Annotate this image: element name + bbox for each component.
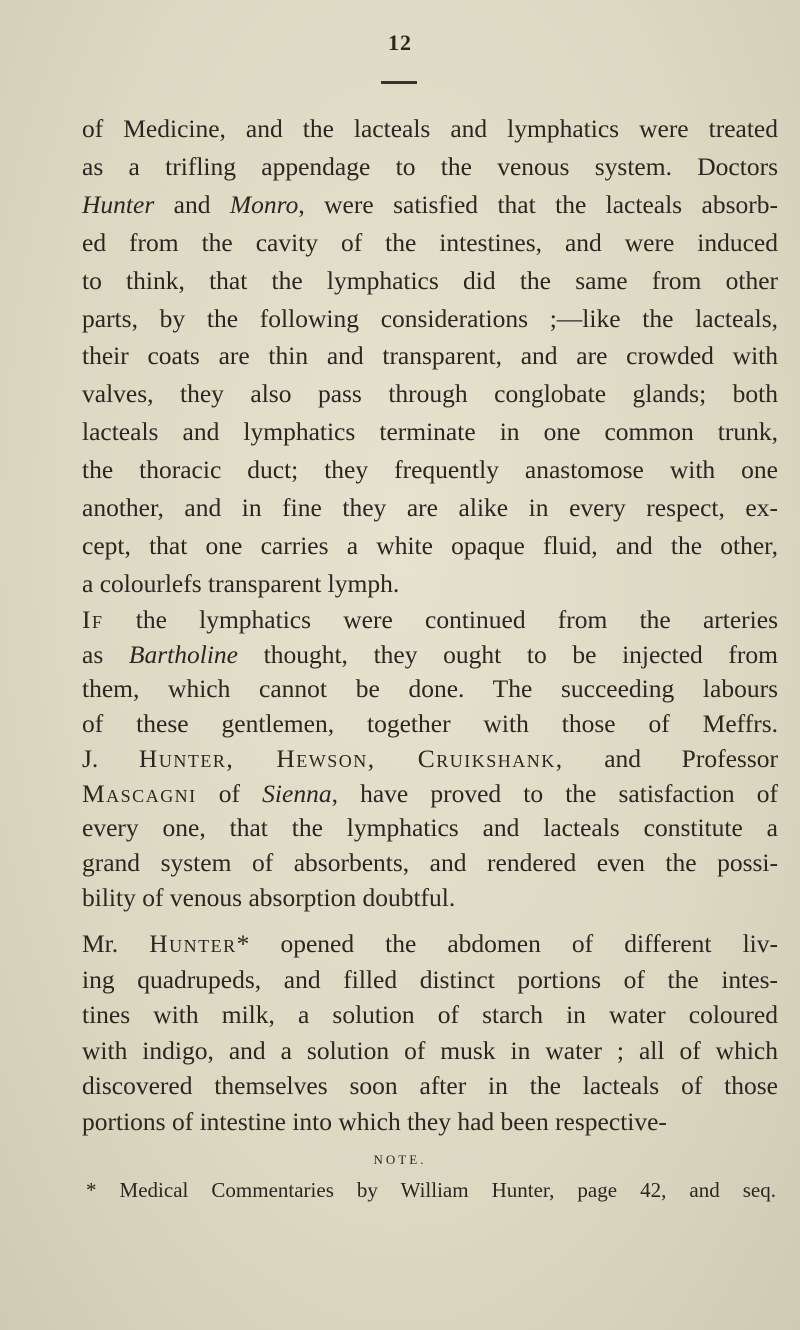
text-line [82,527,778,565]
text-segment: parts, by the following considerations ;—like the lacteals, [82,303,778,333]
small-caps-text: Hunter, Hewson, Cruikshank, [138,743,564,773]
text-segment: as [82,639,129,669]
italic-text: Hunter [82,189,155,219]
text-line [82,811,778,846]
text-segment: grand system of absorbents, and rendered even the possi- [82,847,778,877]
text-segment: Mr. [82,929,150,958]
small-caps-text: Hunter [149,929,237,958]
text-line [82,148,778,186]
text-line [82,110,778,148]
text-segment: and [154,189,230,219]
text-segment: valves, they also pass through conglobate glands; both [82,379,778,409]
text-segment: ed from the cavity of the intestines, and were induced [82,227,778,257]
text-line [82,1068,778,1104]
text-segment: tines with milk, a solution of starch in water coloured [82,1000,778,1030]
small-caps-text: Mascagni [82,778,197,808]
text-line [82,638,778,673]
text-line [82,997,778,1033]
text-segment: , have proved to the satisfaction of [331,778,778,808]
text-line [82,742,778,777]
text-segment: the thoracic duct; they frequently anastomose with one [82,455,778,485]
text-line [82,337,778,375]
text-line [82,926,778,962]
italic-text: Sienna [262,778,332,808]
text-line [82,962,778,998]
text-line [82,707,778,742]
italic-text: Bartholine [128,639,238,669]
text-segment: the lymphatics were continued from the arteries [103,605,778,634]
text-segment: as a trifling appendage to the venous system. Doctors [82,151,778,181]
text-line [82,489,778,527]
text-segment: a colourlefs transparent lymph. [82,568,400,598]
text-segment: of Medicine, and the lacteals and lymphatics were treated [82,114,778,143]
text-line [82,672,778,707]
text-segment: them, which cannot be done. The succeeding labours [82,674,778,704]
text-segment: discovered themselves soon after in the lacteals of those [82,1071,778,1101]
text-segment: ing quadrupeds, and filled distinct portions of the intes- [82,964,778,994]
note-heading: NOTE. [373,1152,427,1167]
text-line [82,300,778,338]
text-line [82,881,778,916]
text-line [82,375,778,413]
text-line [82,224,778,262]
text-line [82,1104,778,1140]
text-segment: , were satisfied that the lacteals absorb- [298,189,778,219]
text-line [82,262,778,300]
text-line [82,777,778,812]
text-line [82,846,778,881]
text-segment: portions of intestine into which they had been respective- [82,1106,667,1136]
text-line [82,603,778,638]
text-segment: another, and in fine they are alike in every respect, ex- [82,493,778,523]
paragraph-1 [82,110,778,603]
page-number: 12 [388,30,412,55]
text-line [82,413,778,451]
text-segment: of [196,778,263,808]
text-segment: lacteals and lymphatics terminate in one common trunk, [82,417,778,447]
text-segment: their coats are thin and transparent, and are crowded with [82,341,778,371]
text-line [82,565,778,603]
header-rule [381,81,417,84]
text-segment: with indigo, and a solution of musk in water ; all of which [82,1035,778,1065]
text-segment: and Professor [563,743,778,773]
text-segment: thought, they ought to be injected from [237,639,778,669]
paragraph-3 [82,926,778,1140]
text-segment: of these gentlemen, together with those of Meffrs. [82,709,778,739]
text-segment: J. [82,743,139,773]
text-segment: to think, that the lymphatics did the same from other [82,265,778,295]
text-line [82,186,778,224]
footnote: * Medical Commentaries by William Hunter, page 42, and seq. [86,1178,776,1202]
text-segment: * opened the abdomen of different liv- [236,929,778,958]
text-segment: every one, that the lymphatics and lacteals constitute a [82,813,778,843]
italic-text: Monro [229,189,299,219]
text-line [82,1033,778,1069]
small-caps-text: If [82,605,104,634]
paragraph-2 [82,603,778,915]
text-segment: bility of venous absorption doubtful. [82,882,456,912]
text-line [82,451,778,489]
text-segment: cept, that one carries a white opaque fluid, and the other, [82,530,778,560]
